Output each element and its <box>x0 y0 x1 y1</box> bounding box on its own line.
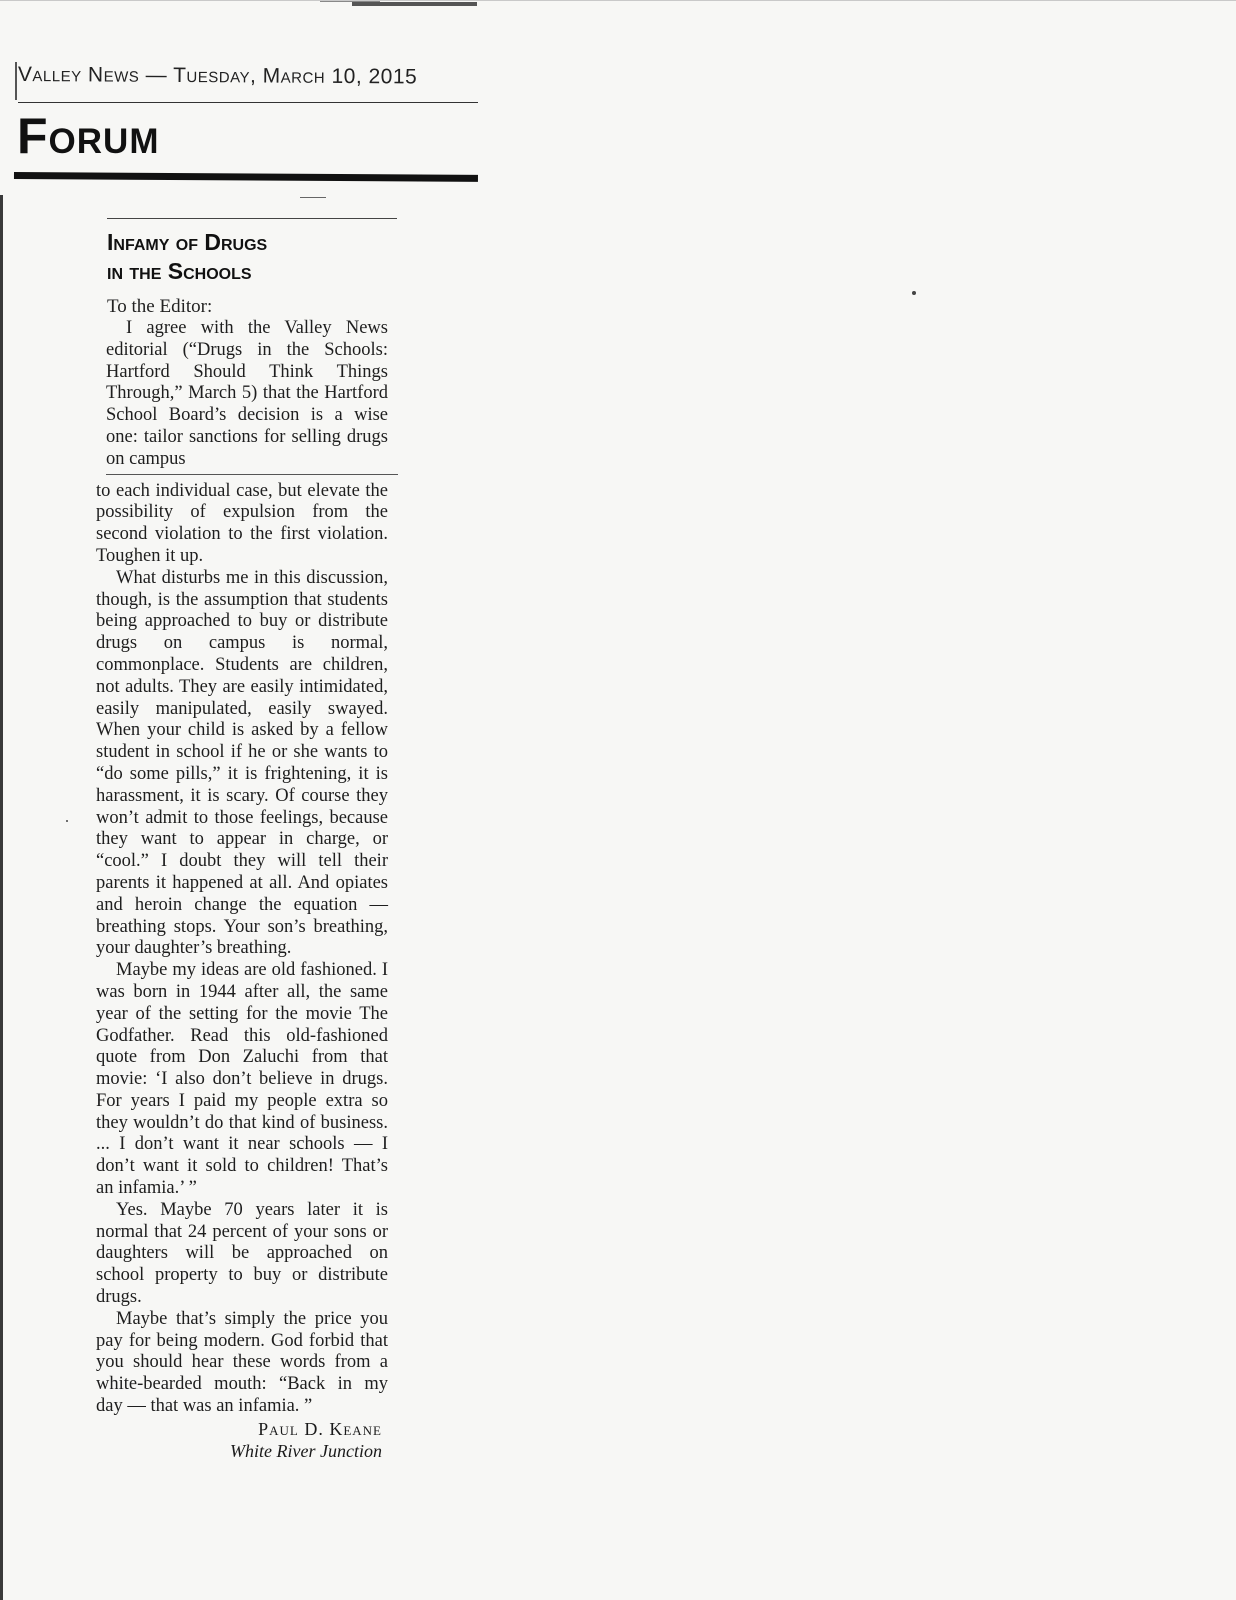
masthead-rule <box>18 102 478 103</box>
paragraph: Yes. Maybe 70 years later it is normal that 24 percent of your sons or daughters will be approached on school property to buy or distribute drugs. <box>96 1199 388 1308</box>
divider-mark <box>300 197 326 198</box>
paragraph: What disturbs me in this discussion, though, is the assumption that students being approached to buy or distribute drugs on campus is normal, commonplace. Students are children, not adults. They are easily intimidated, easily manipulated, easily swayed. When your child is asked by a fellow student in school if he or she wants to “do some pills,” it is frightening, it is harassment, it is scary. Of course they won’t admit to those feelings, because they want to appear in charge, or “cool.” I doubt they will tell their parents it happened at all. And opiates and heroin change the equation — breathing stops. Your son’s breathing, your daughter’s breathing. <box>96 567 388 959</box>
scan-speck <box>912 291 916 295</box>
scan-mark <box>352 2 477 6</box>
headline-line: Infamy of Drugs <box>107 229 268 255</box>
publication-name: Valley News <box>17 63 140 87</box>
author-name: Paul D. Keane <box>258 1419 382 1439</box>
paragraph: to each individual case, but elevate the possibility of expulsion from the second violation to the first violation. Toughen it up. <box>96 480 388 566</box>
section-divider <box>14 172 478 182</box>
masthead <box>18 63 478 90</box>
letter-body <box>96 318 388 1418</box>
page-edge <box>0 195 3 1600</box>
section-title: Forum <box>17 108 160 164</box>
paragraph: Maybe my ideas are old fashioned. I was born in 1944 after all, the same year of the setting for the movie The Godfather. Read this old-fashioned quote from Don Zaluchi from that movie: ‘I also don’t believe in drugs. For years I paid my people extra so they wouldn’t do that kind of business. ... I don’t want it near schools — I don’t want it sold to children! That’s an infamia.’ ” <box>96 960 388 1199</box>
paragraph: I agree with the Valley News editorial (“Drugs in the Schools: Hartford Should Think Things Through,” March 5) that the Hartford School Board’s decision is a wise one: tailor sanctions for selling drugs on campus <box>106 318 388 469</box>
author-town: White River Junction <box>230 1441 382 1461</box>
scan-speck <box>66 820 68 822</box>
headline-line: in the Schools <box>107 258 252 284</box>
publication-date: Tuesday, March 10, 2015 <box>173 63 418 89</box>
page-edge <box>15 62 17 100</box>
scan-edge-line <box>0 0 1236 1</box>
letter-headline <box>107 228 407 286</box>
headline-rule <box>107 218 397 219</box>
salutation: To the Editor: <box>107 296 213 317</box>
column-break-rule <box>106 474 398 475</box>
signature <box>150 1418 382 1462</box>
paragraph: Maybe that’s simply the price you pay for being modern. God forbid that you should hear these words from a white-bearded mouth: “Back in my day — that was an infamia. ” <box>96 1308 388 1417</box>
masthead-separator: — <box>145 63 168 87</box>
